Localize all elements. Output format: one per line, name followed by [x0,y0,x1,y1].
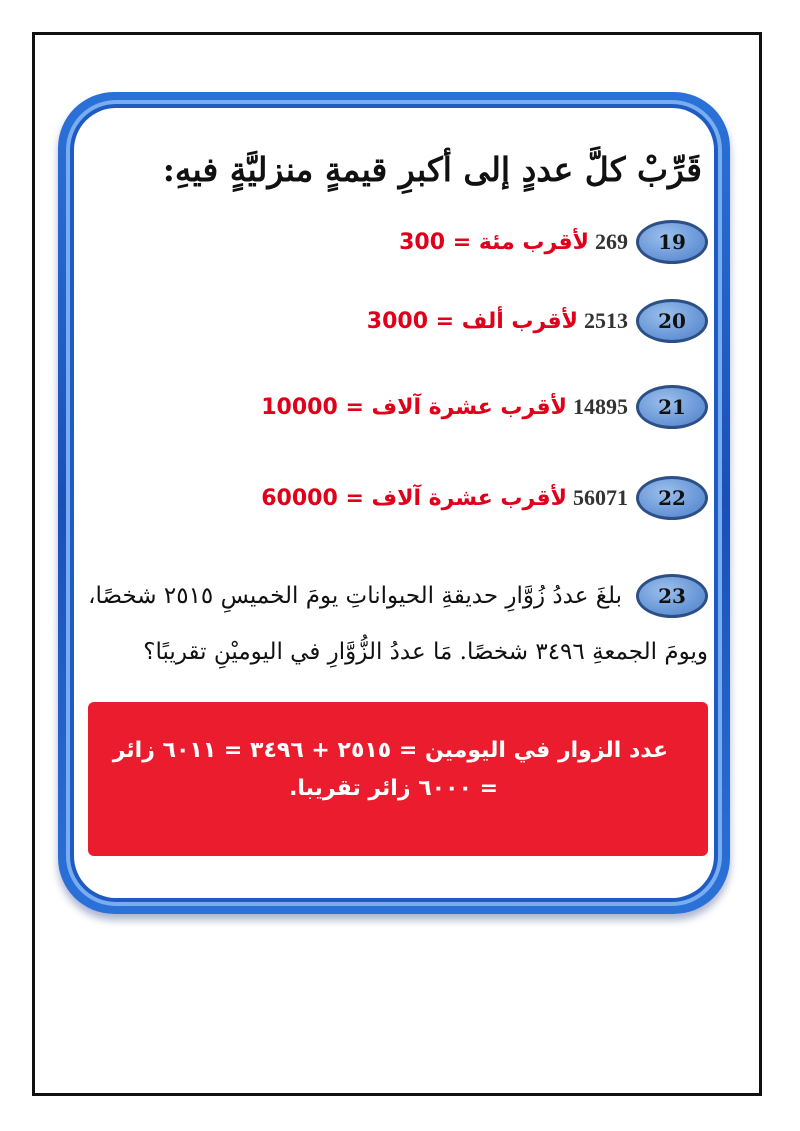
exercise-number-badge: 20 [636,299,708,343]
exercise-row-22 [261,474,708,522]
word-problem-text: بلغَ عددُ زُوَّارِ حديقةِ الحيواناتِ يومَ الخميسِ ٢٥١٥ شخصًا، ويومَ الجمعةِ ٣٤٩٦ شخصًا. مَا عددُ الزُّوَّارِ في اليوميْنِ تقريبًا؟ [88,583,708,665]
word-problem-23 [88,568,708,680]
answer-line-2: = ٦٠٠٠ زائر تقريبا. [289,776,498,801]
answer-text [108,732,668,808]
exercise-number-badge: 19 [636,220,708,264]
answer-box [88,702,708,856]
exercise-value: 14895 [573,394,628,419]
exercise-number-badge: 23 [636,574,708,618]
exercise-row-21 [261,383,708,431]
answer-line-1: عدد الزوار في اليومين = ٢٥١٥ + ٣٤٩٦ = ٦٠١١ زائر [112,738,668,763]
exercise-answer: لأقرب مئة = 300 [399,229,589,255]
exercise-row-19 [399,218,708,266]
exercise-row-20 [367,297,708,345]
worksheet-title: قَرِّبْ كلَّ عددٍ إلى أكبرِ قيمةٍ منزليَّةٍ فيهِ: [162,150,702,189]
exercise-answer: لأقرب ألف = 3000 [366,308,578,334]
exercise-value: 269 [595,229,628,254]
exercise-value: 56071 [573,485,628,510]
exercise-number-badge: 22 [636,476,708,520]
exercise-value: 2513 [584,308,628,333]
exercise-answer: لأقرب عشرة آلاف = 10000 [261,394,567,420]
exercise-answer: لأقرب عشرة آلاف = 60000 [261,485,567,511]
exercise-number-badge: 21 [636,385,708,429]
